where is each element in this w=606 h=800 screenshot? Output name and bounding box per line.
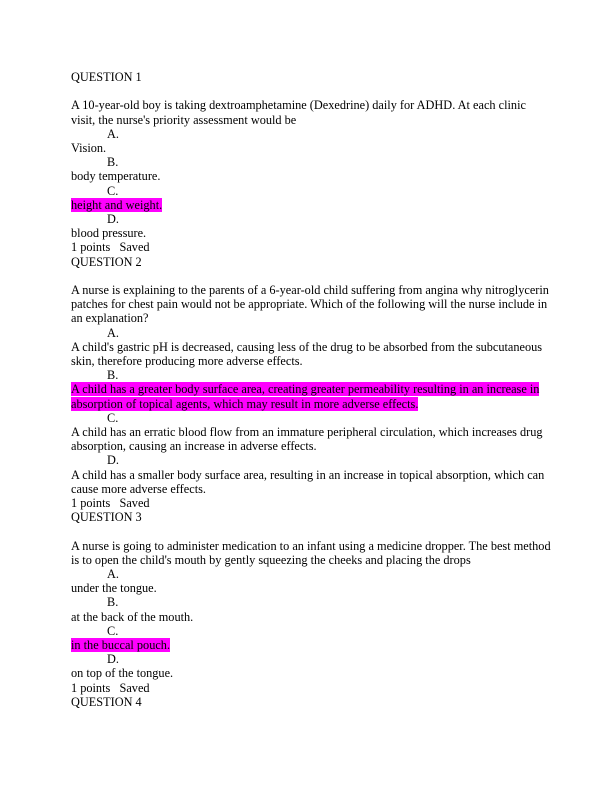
q3-choice-b-text[interactable]: at the back of the mouth. xyxy=(71,609,194,624)
q2-choice-a-letter: A. xyxy=(107,325,119,340)
q2-status: 1 points Saved xyxy=(71,496,150,511)
q1-choice-c-text-highlighted[interactable]: height and weight. xyxy=(71,197,163,212)
q2-choice-c-text-line-1[interactable]: A child has an erratic blood flow from an immature peripheral circulation, which increases drug xyxy=(71,425,543,440)
q2-choice-c-letter: C. xyxy=(107,410,119,425)
q3-choice-a-text[interactable]: under the tongue. xyxy=(71,581,157,596)
question-3-stem-line-1: A nurse is going to administer medication to an infant using a medicine dropper. The best method xyxy=(71,538,551,553)
q1-choice-d-text[interactable]: blood pressure. xyxy=(71,226,147,241)
question-1-stem-line-1: A 10-year-old boy is taking dextroamphetamine (Dexedrine) daily for ADHD. At each clinic xyxy=(71,98,526,113)
q2-choice-c-text-line-2[interactable]: absorption, causing an increase in adverse effects. xyxy=(71,439,317,454)
q3-choice-a-letter: A. xyxy=(107,567,119,582)
question-2-stem-line-2: patches for chest pain would not be appropriate. Which of the following will the nurse include in xyxy=(71,297,548,312)
q2-choice-b-text-line-1-highlighted[interactable]: A child has a greater body surface area, creating greater permeability resulting in an increase in xyxy=(71,382,540,397)
q1-choice-b-letter: B. xyxy=(107,155,119,170)
q1-choice-b-text[interactable]: body temperature. xyxy=(71,169,161,184)
question-2-stem-line-1: A nurse is explaining to the parents of a 6-year-old child suffering from angina why nitroglycerin xyxy=(71,283,549,298)
q1-choice-a-text[interactable]: Vision. xyxy=(71,141,107,155)
q2-choice-b-text-line-2-highlighted[interactable]: absorption of topical agents, which may result in more adverse effects. xyxy=(71,396,419,411)
q1-choice-a-letter: A. xyxy=(107,126,119,141)
q3-choice-d-text[interactable]: on top of the tongue. xyxy=(71,666,174,681)
question-1-stem-line-2: visit, the nurse's priority assessment would be xyxy=(71,112,297,127)
spacer xyxy=(71,84,541,98)
question-3-stem-line-2: is to open the child's mouth by gently squeezing the cheeks and placing the drops xyxy=(71,552,471,567)
document-page xyxy=(71,70,551,709)
question-4-header: QUESTION 4 xyxy=(71,694,142,709)
q3-choice-b-letter: B. xyxy=(107,595,119,610)
spacer xyxy=(71,269,541,283)
q2-choice-a-text-line-2[interactable]: skin, therefore producing more adverse effects. xyxy=(71,354,303,369)
q3-choice-d-letter: D. xyxy=(107,652,119,667)
q1-choice-c-letter: C. xyxy=(107,183,119,198)
q2-choice-d-text-line-2[interactable]: cause more adverse effects. xyxy=(71,481,206,496)
spacer xyxy=(71,524,541,538)
q1-status: 1 points Saved xyxy=(71,240,150,255)
q2-choice-b-letter: B. xyxy=(107,368,119,383)
q3-status: 1 points Saved xyxy=(71,680,150,695)
q2-choice-d-letter: D. xyxy=(107,453,119,468)
q3-choice-c-text-highlighted[interactable]: in the buccal pouch. xyxy=(71,638,171,653)
question-3-header: QUESTION 3 xyxy=(71,510,142,525)
q2-choice-a-text-line-1[interactable]: A child's gastric pH is decreased, causing less of the drug to be absorbed from the subcutaneous xyxy=(71,339,543,354)
question-1-header: QUESTION 1 xyxy=(71,70,142,84)
question-2-header: QUESTION 2 xyxy=(71,254,142,269)
q3-choice-c-letter: C. xyxy=(107,623,119,638)
q2-choice-d-text-line-1[interactable]: A child has a smaller body surface area, resulting in an increase in topical absorption, which can xyxy=(71,467,545,482)
q1-choice-d-letter: D. xyxy=(107,212,119,227)
question-2-stem-line-3: an explanation? xyxy=(71,311,149,326)
